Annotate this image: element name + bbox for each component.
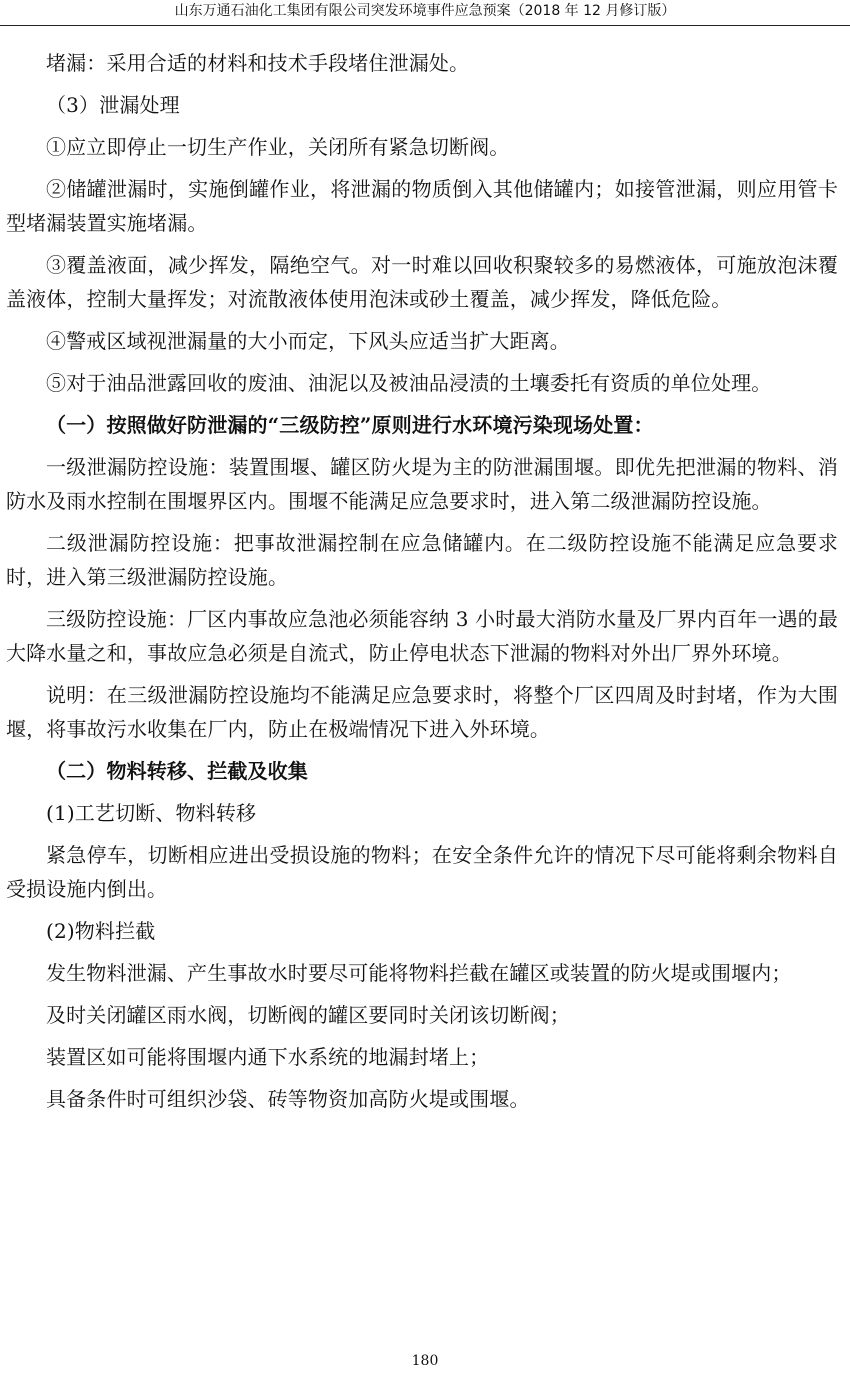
section-heading-three-level-control: （一）按照做好防泄漏的“三级防控”原则进行水环境污染现场处置： bbox=[46, 413, 654, 437]
page-body bbox=[6, 46, 838, 1124]
heading-leak-handling: （3）泄漏处理 bbox=[46, 93, 180, 117]
section-heading-material-transfer: （二）物料转移、拦截及收集 bbox=[46, 759, 308, 783]
subheading-process-cutoff: (1)工艺切断、物料转移 bbox=[46, 801, 257, 825]
paragraph-close-rain-valve: 及时关闭罐区雨水阀，切断阀的罐区要同时关闭该切断阀； bbox=[46, 1003, 570, 1027]
paragraph-level-three: 三级防控设施：厂区内事故应急池必须能容纳 3 小时最大消防水量及厂界内百年一遇的最大降水量之和，事故应急必须是自流式，防止停电状态下泄漏的物料对外出厂界外环境。 bbox=[6, 607, 838, 665]
page-number: 180 bbox=[411, 1353, 439, 1369]
list-item-stop-production: ①应立即停止一切生产作业，关闭所有紧急切断阀。 bbox=[46, 135, 510, 159]
list-item-tank-leak: ②储罐泄漏时，实施倒罐作业，将泄漏的物质倒入其他储罐内；如接管泄漏，则应用管卡型堵漏装置实施堵漏。 bbox=[6, 177, 838, 235]
list-item-cover-surface: ③覆盖液面，减少挥发，隔绝空气。对一时难以回收积聚较多的易燃液体，可施放泡沫覆盖液体，控制大量挥发；对流散液体使用泡沫或砂土覆盖，减少挥发，降低危险。 bbox=[6, 253, 838, 311]
paragraph-plugging: 堵漏：采用合适的材料和技术手段堵住泄漏处。 bbox=[46, 51, 470, 75]
list-item-waste-oil: ⑤对于油品泄露回收的废油、油泥以及被油品浸渍的土壤委托有资质的单位处理。 bbox=[46, 371, 772, 395]
paragraph-level-two: 二级泄漏防控设施：把事故泄漏控制在应急储罐内。在二级防控设施不能满足应急要求时，进入第三级泄漏防控设施。 bbox=[6, 531, 838, 589]
paragraph-seal-floor-drain: 装置区如可能将围堰内通下水系统的地漏封堵上； bbox=[46, 1045, 490, 1069]
paragraph-level-one: 一级泄漏防控设施：装置围堰、罐区防火堤为主的防泄漏围堰。即优先把泄漏的物料、消防水及雨水控制在围堰界区内。围堰不能满足应急要求时，进入第二级泄漏防控设施。 bbox=[6, 455, 838, 513]
paragraph-intercept-in-dike: 发生物料泄漏、产生事故水时要尽可能将物料拦截在罐区或装置的防火堤或围堰内； bbox=[46, 961, 792, 985]
list-item-warning-zone: ④警戒区域视泄漏量的大小而定，下风头应适当扩大距离。 bbox=[46, 329, 570, 353]
paragraph-sandbags: 具备条件时可组织沙袋、砖等物资加高防火堤或围堰。 bbox=[46, 1087, 530, 1111]
paragraph-note: 说明：在三级泄漏防控设施均不能满足应急要求时，将整个厂区四周及时封堵，作为大围堰，将事故污水收集在厂内，防止在极端情况下进入外环境。 bbox=[6, 683, 838, 741]
paragraph-emergency-stop: 紧急停车，切断相应进出受损设施的物料；在安全条件允许的情况下尽可能将剩余物料自受损设施内倒出。 bbox=[6, 843, 838, 901]
subheading-material-interception: (2)物料拦截 bbox=[46, 919, 156, 943]
running-header: 山东万通石油化工集团有限公司突发环境事件应急预案（2018 年 12 月修订版） bbox=[0, 0, 850, 26]
